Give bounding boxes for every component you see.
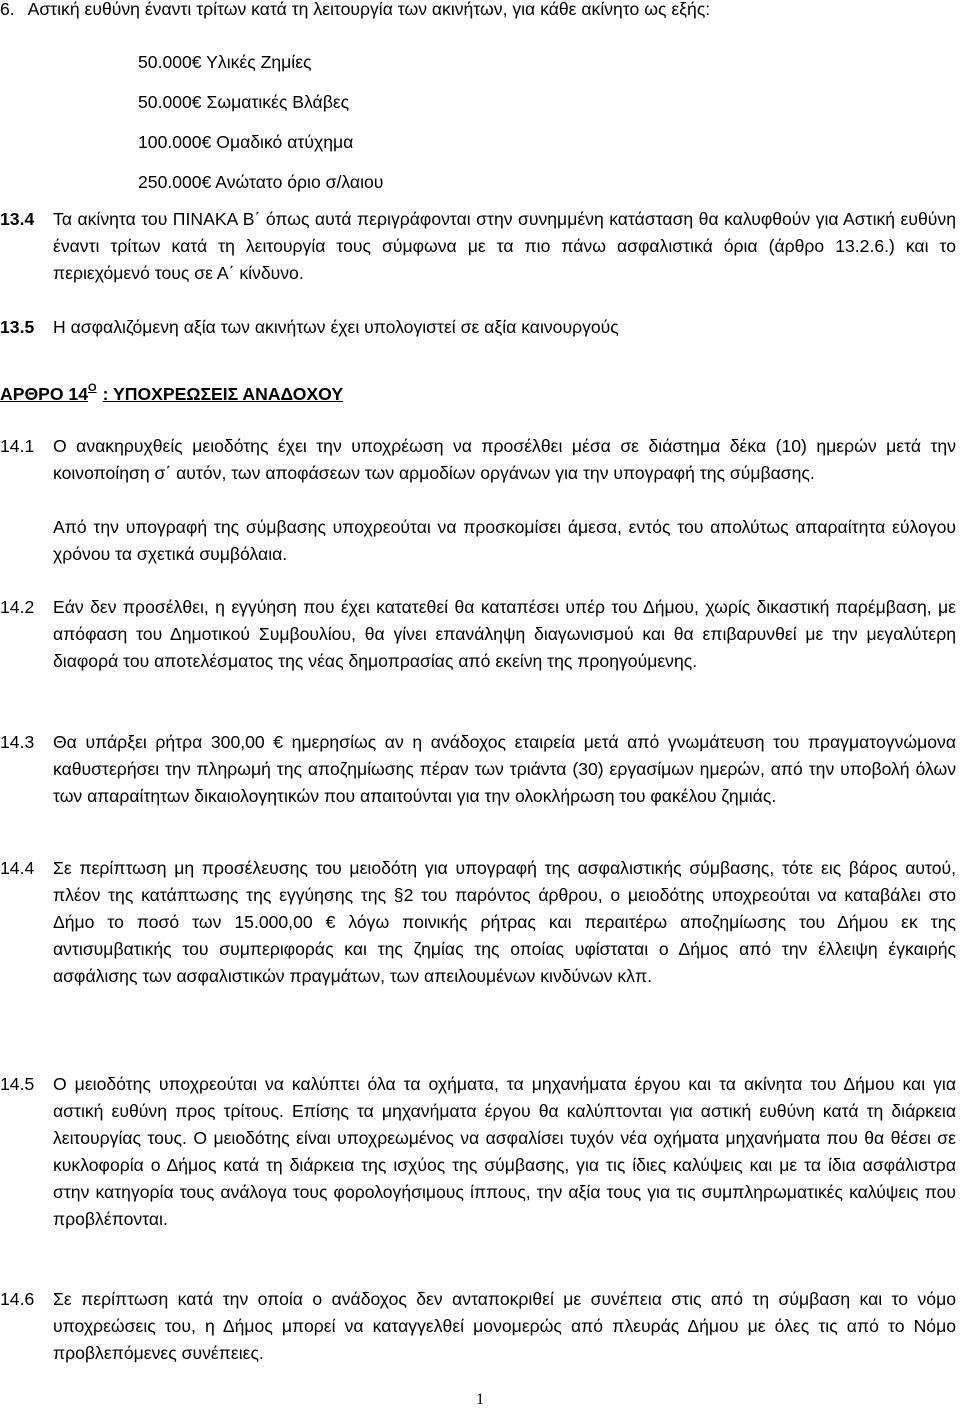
section-text: Εάν δεν προσέλθει, η εγγύηση που έχει κατατεθεί θα καταπέσει υπέρ του Δήμου, χωρίς δικαστική παρέμβαση, με απόφαση του Δημοτικού Συμβουλίου, θα γίνει επανάληψη διαγωνισμού και θα επιβαρυνθεί με την μεγαλύτερη διαφορά του αποτελέσματος της νέας δημοπρασίας από εκείνη της προηγούμενης. [53, 597, 956, 671]
article-prefix: ΑΡΘΡΟ 14 [0, 384, 89, 404]
section-number: 14.1 [0, 436, 35, 456]
item-6-number: 6. [0, 0, 15, 19]
section-number: 14.6 [0, 1289, 35, 1309]
section-text: Η ασφαλιζόμενη αξία των ακινήτων έχει υπολογιστεί σε αξία καινουργούς [53, 317, 619, 337]
page-number: 1 [476, 1391, 484, 1408]
section-text: Σε περίπτωση μη προσέλευσης του μειοδότη για υπογραφή της ασφαλιστικής σύμβασης, τότε εις βάρος αυτού, πλέον της κατάπτωσης της εγγύησης της §2 του παρόντος άρθρου, ο μειοδότης υποχρεούται να καταβάλει στο Δήμο το ποσό των 15.000,00 € λόγω ποινικής ρήτρας και περαιτέρω αποζημίωσης του Δήμου εκ της αντισυμβατικής του συμπεριφοράς και της ζημίας της οποίας υφίσταται ο Δήμος από την έλλειψη έγκαιρής ασφάλισης των ασφαλιστικών πραγμάτων, των απειλουμένων κινδύνων κλπ. [53, 858, 956, 986]
section-number: 14.4 [0, 858, 35, 878]
section-number: 13.4 [0, 209, 35, 229]
section-text: Ο μειοδότης υποχρεούται να καλύπτει όλα τα οχήματα, τα μηχανήματα έργου και τα ακίνητα του Δήμου και για αστική ευθύνη προς τρίτους. Επίσης τα μηχανήματα έργου θα καλύπτονται για αστική ευθύνη κατά τη διάρκεια λειτουργίας τους. Ο μειοδότης είναι υποχρεωμένος να ασφαλίσει τυχόν νέα οχήματα μηχανήματα που θα θέσει σε κυκλοφορία ο Δήμος κατά τη διάρκεια της ισχύος της σύμβασης, για τις ίδιες καλύψεις και με τα ίδια ασφάλιστρα στην κατηγορία τους ανάλογα τους φορολογήσιμους ίππους, την αξία τους για τις συμπληρωματικές καλύψεις που προβλέπονται. [53, 1074, 956, 1229]
limit-item: 250.000€ Ανώτατο όριο σ/λαιου [138, 172, 384, 192]
section-text-continued: Από την υπογραφή της σύμβασης υποχρεούται να προσκομίσει άμεσα, εντός του απολύτως απαραίτητα εύλογου χρόνου τα σχετικά συμβόλαια. [53, 517, 956, 564]
limit-item: 50.000€ Υλικές Ζημίες [138, 52, 312, 72]
item-6-text: Αστική ευθύνη έναντι τρίτων κατά τη λειτουργία των ακινήτων, για κάθε ακίνητο ως εξής: [27, 0, 711, 19]
limit-item: 50.000€ Σωματικές Βλάβες [138, 92, 350, 112]
limit-item: 100.000€ Ομαδικό ατύχημα [138, 132, 354, 152]
item-6 [0, 0, 958, 23]
section-text: Θα υπάρξει ρήτρα 300,00 € ημερησίως αν η ανάδοχος εταιρεία μετά από γνωμάτευση του πραγματογνώμονα καθυστερήσει την πληρωμή της αποζημίωσης πέραν των τριάντα (30) εργασίμων ημερών, από την υποβολή όλων των απαραίτητων δικαιολογητικών που απαιτούνται για την ολοκλήρωση του φακέλου ζημιάς. [53, 732, 956, 806]
article-heading [0, 381, 343, 408]
section-text: Τα ακίνητα του ΠΙΝΑΚΑ Β΄ όπως αυτά περιγράφονται στην συνημμένη κατάσταση θα καλυφθούν για Αστική ευθύνη έναντι τρίτων κατά τη λειτουργία τους σύμφωνα με τα πιο πάνω ασφαλιστικά όρια (άρθρο 13.2.6.) και το περιεχόμενό τους σε Α΄ κίνδυνο. [53, 209, 956, 283]
section-number: 14.2 [0, 597, 35, 617]
article-superscript: Ο [88, 382, 97, 394]
section-text: Ο ανακηρυχθείς μειοδότης έχει την υποχρέωση να προσέλθει μέσα σε διάστημα δέκα (10) ημερών μετά την κοινοποίηση σ΄ αυτόν, των αποφάσεων των αρμοδίων οργάνων για την υπογραφή της σύμβασης. [53, 436, 956, 483]
section-number: 14.5 [0, 1074, 35, 1094]
section-number: 13.5 [0, 317, 35, 337]
section-text: Σε περίπτωση κατά την οποία ο ανάδοχος δεν ανταποκριθεί με συνέπεια στις από τη σύμβαση και το νόμο υποχρεώσεις του, η Δήμος μπορεί να καταγγελθεί μονομερώς από πλευράς Δήμου με όλες τις από το Νόμο προβλεπόμενες συνέπειες. [53, 1289, 956, 1363]
section-number: 14.3 [0, 732, 35, 752]
article-title: : ΥΠΟΧΡΕΩΣΕΙΣ ΑΝΑΔΟΧΟΥ [102, 384, 344, 404]
